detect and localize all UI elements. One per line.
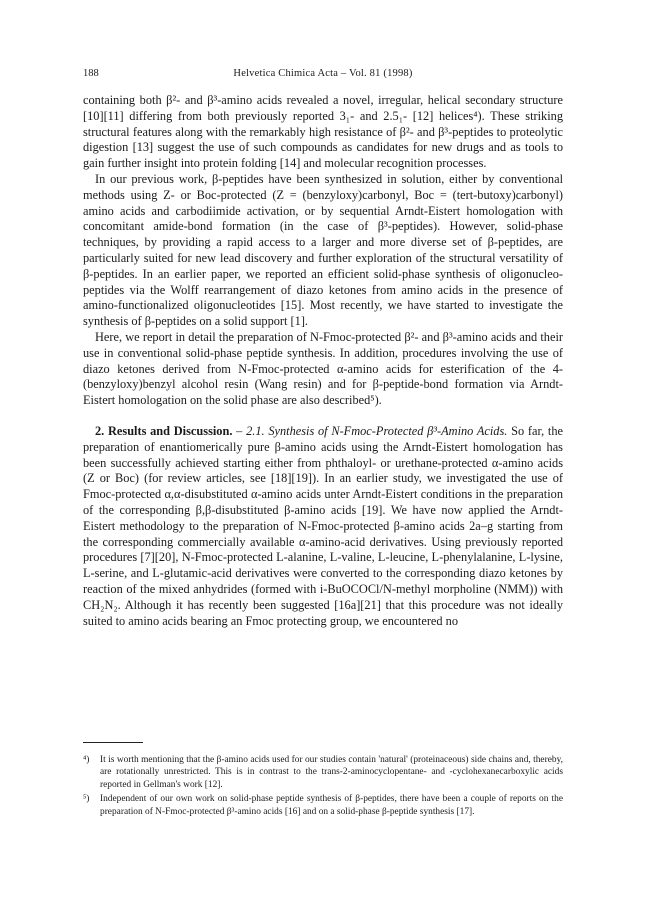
paragraph-1: containing both β²- and β³-amino acids revealed a novel, irregular, helical secondary structure [10][11] differing from both previously reported 3₁- and 2.5₁- [12] helices⁴). These striking structural features along with the remarkably high resistance of β²- and β³-peptides to proteolytic digestion [13] suggest the use of such compounds as candidates for new drugs and as tools to gain further insight into protein folding [14] and molecular recognition processes. — [83, 93, 563, 171]
section-paragraph: 2. Results and Discussion. – 2.1. Synthesis of N-Fmoc-Protected β³-Amino Acids. So far, the preparation of enantiomerically pure β-amino acids using the Arndt-Eistert homologation has been successfully achieved starting either from phthaloyl- or urethane-protected α-amino acids (Z or Boc) (for review articles, see [18][19]). In an earlier study, we investigated the use of Fmoc-protected α,α-disubstituted α-amino acids unter Arndt-Eistert conditions in the preparation of the corresponding β,β-disubstituted β-amino acids [19]. We have now applied the Arndt-Eistert methodology to the preparation of N-Fmoc-protected β-amino acids 2a–g starting from the corresponding commercially available α-amino-acid derivatives. Using previously reported procedures [7][20], N-Fmoc-protected L-alanine, L-valine, L-leucine, L-phenylalanine, L-lysine, L-serine, and L-glutamic-acid derivatives were converted to the corresponding diazo ketones by reaction of the mixed anhydrides (formed with i-BuOCOCl/N-methyl morpholine (NMM)) with CH₂N₂. Although it has recently been suggested [16a][21] that this procedure was not ideally suited to amino acids bearing an Fmoc protecting group, we encountered no — [83, 423, 564, 628]
paragraph-3: Here, we report in detail the preparation of N-Fmoc-protected β²- and β³-amino acids and their use in conventional solid-phase peptide synthesis. In addition, procedures involving the use of diazo ketones derived from N-Fmoc-protected α-amino acids for esterification of the 4-(benzyloxy)benzyl alcohol resin (Wang resin) and for β-peptide-bond formation via Arndt-Eistert homologation on the solid phase are also described⁵). — [83, 329, 563, 408]
footnote-marker: ⁴) — [83, 755, 90, 765]
footnote-5 — [83, 793, 563, 818]
page-number: 188 — [83, 68, 99, 79]
footnote-rule — [83, 742, 143, 743]
paragraph-4: So far, the preparation of enantiomerically pure β-amino acids using the Arndt-Eistert homologation has been successfully achieved starting either from phthaloyl- or urethane-protected α-amino acids (Z or Boc) (for review articles, see [18][19]). In an earlier study, we investigated the use of Fmoc-protected α,α-disubstituted α-amino acids unter Arndt-Eistert conditions in the preparation of the corresponding β,β-disubstituted β-amino acids [19]. We have now applied the Arndt-Eistert methodology to the preparation of N-Fmoc-protected β-amino acids 2a–g starting from the corresponding commercially available α-amino-acid derivatives. Using previously reported procedures [7][20], N-Fmoc-protected L-alanine, L-valine, L-leucine, L-phenylalanine, L-lysine, L-serine, and L-glutamic-acid derivatives were converted to the corresponding diazo ketones by reaction of the mixed anhydrides (formed with i-BuOCOCl/N-methyl morpholine (NMM)) with CH₂N₂. Although it has recently been suggested [16a][21] that this procedure was not ideally suited to amino acids bearing an Fmoc protecting group, we encountered no — [83, 423, 564, 628]
footnote-marker: ⁵) — [83, 794, 90, 805]
section-heading: 2. Results and Discussion. — [95, 423, 233, 438]
running-title: Helvetica Chimica Acta – Vol. 81 (1998) — [233, 68, 413, 79]
page-header — [83, 68, 563, 84]
footnote-text: Independent of our own work on solid-phase peptide synthesis of β-peptides, there have been a couple of reports on the preparation of N-Fmoc-protected β³-amino acids [16] and on a solid-phase β-peptide synthesis [17]. — [100, 794, 563, 817]
footnote-4 — [83, 754, 563, 791]
body-text — [83, 93, 563, 629]
footnote-text: It is worth mentioning that the β-amino acids used for our studies contain 'natural' (proteinaceous) side chains and, thereby, are rotationally unrestricted. This is in contrast to the trans-2-aminocyclopentane- and -cyclohexanecarboxylic acids reported in Gellman's work [12]. — [100, 755, 563, 790]
subsection-heading: 2.1. Synthesis of N-Fmoc-Protected β³-Amino Acids. — [246, 423, 508, 438]
paragraph-2: In our previous work, β-peptides have been synthesized in solution, either by conventional methods using Z- or Boc-protected (Z = (benzyloxy)carbonyl, Boc = (tert-butoxy)carbonyl) amino acids and carbodiimide activation, or by sequential Arndt-Eistert homologation with concomitant amide-bond formation (in the case of β³-peptides). However, solid-phase techniques, by providing a rapid access to a larger and more diverse set of β-peptides, are particularly suited for new lead discovery and further exploration of the structural versatility of β-peptides. In an earlier paper, we reported an efficient solid-phase synthesis of oligonucleo-peptides via the Wolff rearrangement of diazo ketones from amino acids in the presence of amino-functionalized oligonucleotides [15]. Most recently, we have started to investigate the synthesis of β-peptides on a solid support [1]. — [83, 171, 563, 329]
footnotes — [83, 754, 563, 820]
